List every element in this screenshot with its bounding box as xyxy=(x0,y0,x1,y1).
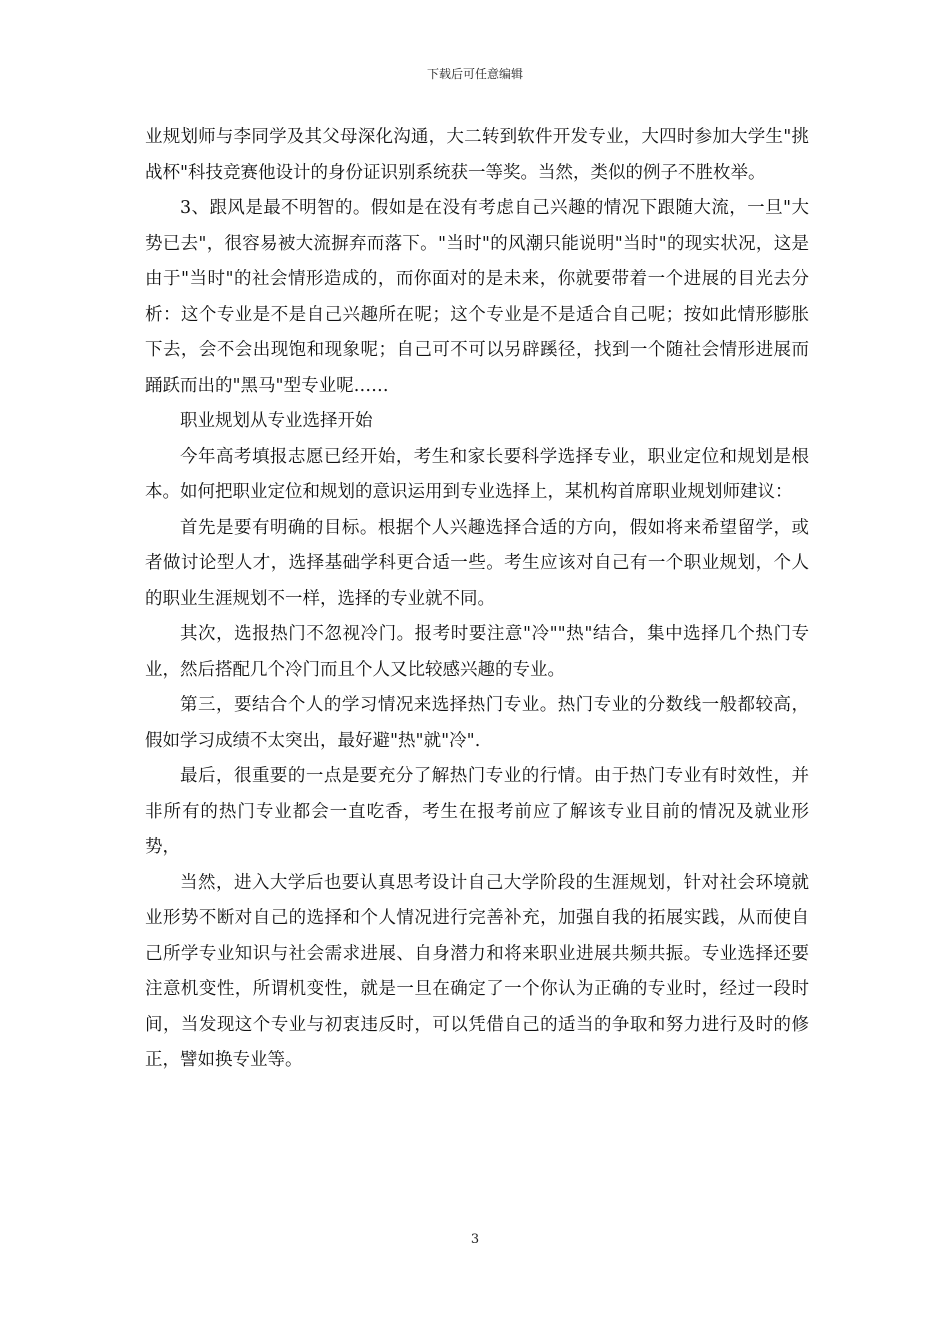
page-number: 3 xyxy=(470,1232,480,1247)
document-body xyxy=(145,120,809,1079)
page-header: 下载后可任意编辑 xyxy=(426,67,523,81)
paragraph-finally: 最后，很重要的一点是要充分了解热门专业的行情。由于热门专业有时效性，并非所有的热门专业都会一直吃香，考生在报考前应了解该专业目前的情况及就业形势， xyxy=(145,766,809,857)
paragraph-continuation: 业规划师与李同学及其父母深化沟通，大二转到软件开发专业，大四时参加大学生"挑战杯"科技竞赛他设计的身份证识别系统获一等奖。当然，类似的例子不胜枚举。 xyxy=(145,127,809,183)
paragraph-intro: 今年高考填报志愿已经开始，考生和家长要科学选择专业，职业定位和规划是根本。如何把职业定位和规划的意识运用到专业选择上，某机构首席职业规划师建议： xyxy=(145,446,809,502)
paragraph-conclusion: 当然，进入大学后也要认真思考设计自己大学阶段的生涯规划，针对社会环境就业形势不断对自己的选择和个人情况进行完善补充，加强自我的拓展实践，从而使自己所学专业知识与社会需求进展、自身潜力和将来职业进展共频共振。专业选择还要注意机变性，所谓机变性，就是一旦在确定了一个你认为正确的专业时，经过一段时间，当发现这个专业与初衷违反时，可以凭借自己的适当的争取和努力进行及时的修正，譬如换专业等。 xyxy=(145,872,809,1070)
paragraph-second: 其次，选报热门不忽视冷门。报考时要注意"冷""热"结合，集中选择几个热门专业，然后搭配几个冷门而且个人又比较感兴趣的专业。 xyxy=(145,624,809,680)
paragraph-first: 首先是要有明确的目标。根据个人兴趣选择合适的方向，假如将来希望留学，或者做讨论型人才，选择基础学科更合适一些。考生应该对自己有一个职业规划，个人的职业生涯规划不一样，选择的专业就不同。 xyxy=(145,517,809,609)
paragraph-point-3: 3、跟风是最不明智的。假如是在没有考虑自己兴趣的情况下跟随大流，一旦"大势已去"，很容易被大流摒弃而落下。"当时"的风潮只能说明"当时"的现实状况，这是由于"当时"的社会情形造成的，而你面对的是未来，你就要带着一个进展的目光去分析：这个专业是不是自己兴趣所在呢；这个专业是不是适合自己呢；按如此情形膨胀下去，会不会出现饱和现象呢；自己可不可以另辟蹊径，找到一个随社会情形进展而踊跃而出的"黑马"型专业呢…… xyxy=(145,198,809,396)
section-heading: 职业规划从专业选择开始 xyxy=(180,411,373,431)
paragraph-third: 第三，要结合个人的学习情况来选择热门专业。热门专业的分数线一般都较高，假如学习成绩不太突出，最好避"热"就"冷". xyxy=(145,695,809,751)
